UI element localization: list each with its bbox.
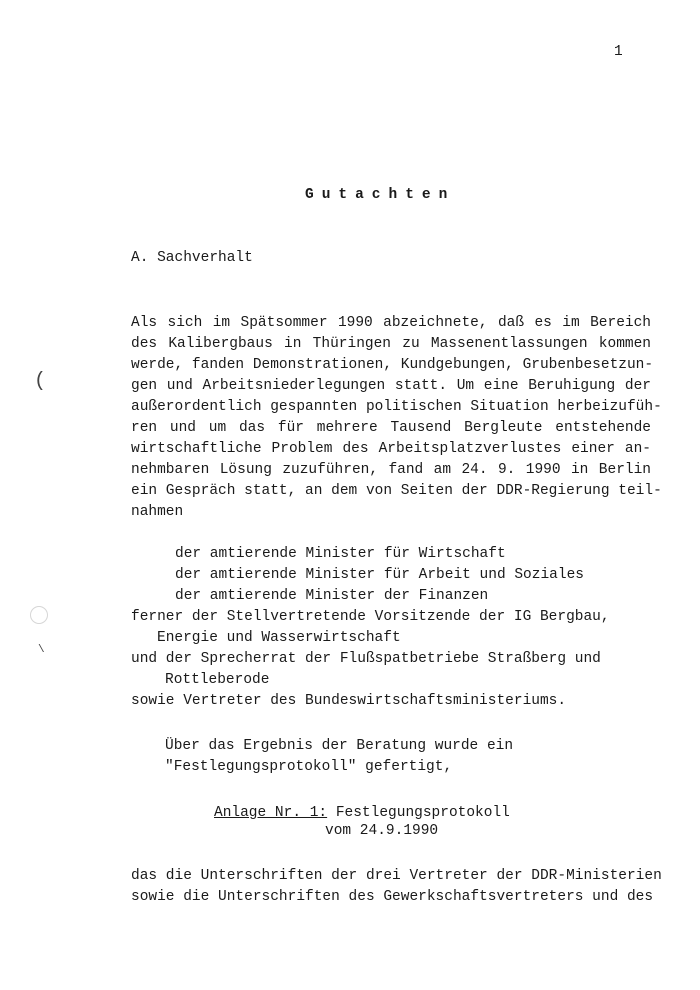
participants-list bbox=[131, 544, 610, 712]
participant-item: Rottleberode bbox=[165, 672, 270, 688]
paragraph-line: sowie die Unterschriften des Gewerkschaftsvertreters und des bbox=[131, 889, 654, 905]
document-title: Gutachten bbox=[305, 187, 456, 203]
paragraph-line: Als sich im Spätsommer 1990 abzeichnete, daß es im Bereich bbox=[131, 315, 651, 331]
participant-item: Energie und Wasserwirtschaft bbox=[157, 630, 401, 646]
paragraph-line: nehmbaren Lösung zuzuführen, fand am 24. 9. 1990 in Berlin bbox=[131, 462, 651, 478]
participant-item: der amtierende Minister der Finanzen bbox=[175, 588, 489, 604]
closing-paragraph bbox=[131, 866, 662, 908]
punch-hole-mark bbox=[30, 606, 48, 624]
paragraph-line: ren und um das für mehrere Tausend Bergleute entstehende bbox=[131, 420, 651, 436]
participant-item: und der Sprecherrat der Flußspatbetriebe Straßberg und bbox=[131, 651, 601, 667]
margin-tick-mark: \ bbox=[38, 644, 45, 656]
participant-item: der amtierende Minister für Arbeit und Soziales bbox=[175, 567, 584, 583]
attachment-label: Anlage Nr. 1: bbox=[214, 805, 328, 821]
participant-item: sowie Vertreter des Bundeswirtschaftsministeriums. bbox=[131, 693, 567, 709]
result-text bbox=[165, 736, 513, 778]
attachment-reference bbox=[214, 803, 510, 824]
section-heading: A. Sachverhalt bbox=[131, 250, 253, 266]
paragraph-line: werde, fanden Demonstrationen, Kundgebungen, Grubenbesetzun- bbox=[131, 357, 654, 373]
paragraph-line: wirtschaftliche Problem des Arbeitsplatzverlustes einer an- bbox=[131, 441, 651, 457]
result-line: Über das Ergebnis der Beratung wurde ein bbox=[165, 738, 514, 754]
paragraph-line: gen und Arbeitsniederlegungen statt. Um eine Beruhigung der bbox=[131, 378, 651, 394]
attachment-date: vom 24.9.1990 bbox=[325, 823, 439, 839]
paragraph-line: außerordentlich gespannten politischen Situation herbeizufüh- bbox=[131, 399, 662, 415]
intro-paragraph bbox=[131, 313, 662, 523]
paragraph-line: ein Gespräch statt, an dem von Seiten der DDR-Regierung teil- bbox=[131, 483, 662, 499]
paragraph-line: nahmen bbox=[131, 504, 184, 520]
margin-parenthesis-mark: ( bbox=[34, 370, 47, 393]
participant-item: der amtierende Minister für Wirtschaft bbox=[175, 546, 506, 562]
result-line: "Festlegungsprotokoll" gefertigt, bbox=[165, 759, 453, 775]
paragraph-line: des Kalibergbaus in Thüringen zu Massenentlassungen kommen bbox=[131, 336, 651, 352]
paragraph-line: das die Unterschriften der drei Vertreter der DDR-Ministerien bbox=[131, 868, 662, 884]
attachment-title: Festlegungsprotokoll bbox=[327, 805, 510, 821]
page-number: 1 bbox=[614, 44, 623, 60]
participant-item: ferner der Stellvertretende Vorsitzende der IG Bergbau, bbox=[131, 609, 610, 625]
